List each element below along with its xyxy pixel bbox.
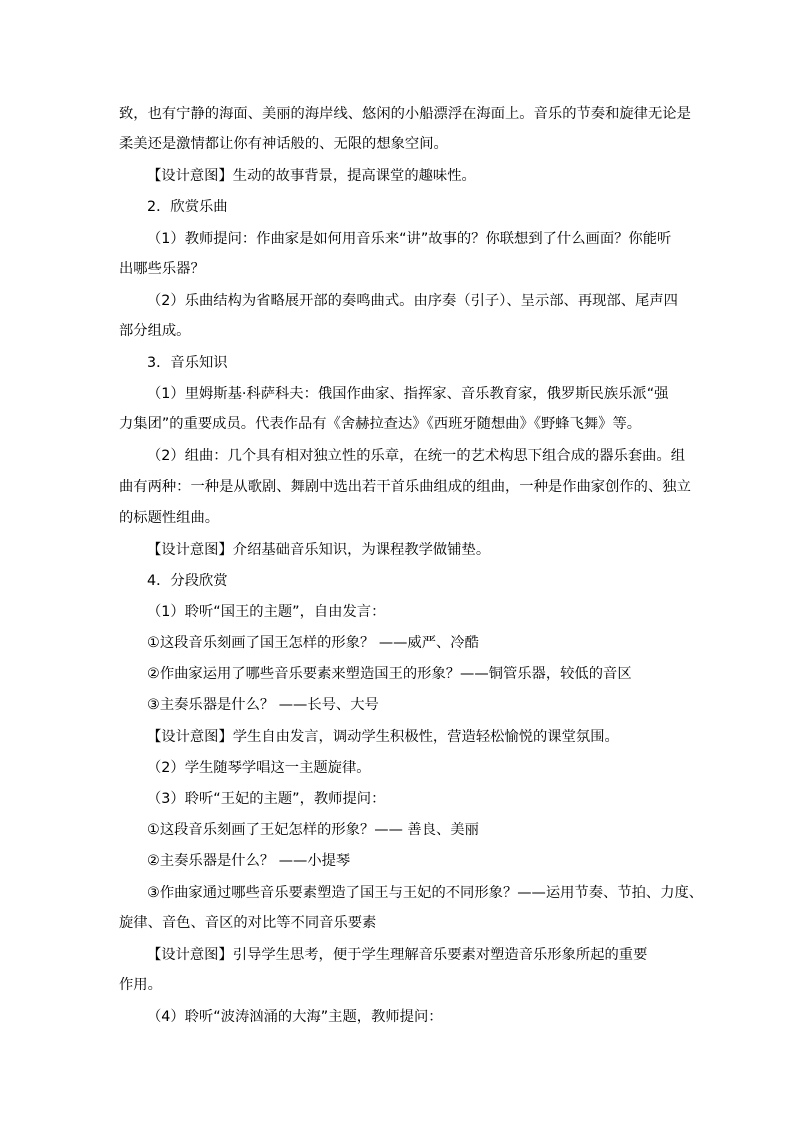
design-intent-note: 【设计意图】生动的故事背景，提高课堂的趣味性。 (147, 168, 476, 184)
text-line: ①这段音乐刻画了王妃怎样的形象？—— 善良、美丽 (147, 822, 479, 838)
design-intent-note: 【设计意图】学生自由发言，调动学生积极性，营造轻松愉悦的课堂氛围。 (147, 729, 619, 745)
text-line: （2）学生随琴学唱这一主题旋律。 (147, 760, 371, 776)
text-line: 部分组成。 (119, 323, 191, 339)
section-heading: 4．分段欣赏 (147, 573, 228, 589)
text-line: 旋律、音色、音区的对比等不同音乐要素 (119, 915, 377, 931)
design-intent-note: 【设计意图】引导学生思考，便于学生理解音乐要素对塑造音乐形象所起的重要 (147, 947, 648, 963)
text-line: （2）组曲：几个具有相对独立性的乐章，在统一的艺术构思下组合成的器乐套曲。组 (147, 448, 686, 464)
text-line: ③主奏乐器是什么？ ——长号、大号 (147, 697, 379, 713)
text-line: （1）教师提问：作曲家是如何用音乐来“讲”故事的？你联想到了什么画面？你能听 (147, 231, 672, 247)
text-line: （2）乐曲结构为省略展开部的奏鸣曲式。由序奏（引子）、呈示部、再现部、尾声四 (147, 293, 678, 309)
text-line: （4）聆听“波涛汹涌的大海”主题，教师提问： (147, 1009, 443, 1025)
text-line: （1）聆听“国王的主题”，自由发言： (147, 604, 386, 620)
text-line: （3）聆听“王妃的主题”，教师提问： (147, 791, 386, 807)
section-heading: 3．音乐知识 (147, 355, 228, 371)
text-line: 致，也有宁静的海面、美丽的海岸线、悠闲的小船漂浮在海面上。音乐的节奏和旋律无论是 (119, 106, 691, 122)
text-line: 柔美还是激情都让你有神话般的、无限的想象空间。 (119, 136, 448, 152)
text-line: ①这段音乐刻画了国王怎样的形象？ ——威严、冷酷 (147, 635, 479, 651)
text-line: 出哪些乐器？ (119, 261, 205, 277)
text-line: ②主奏乐器是什么？ ——小提琴 (147, 853, 351, 869)
text-line: 的标题性组曲。 (119, 510, 220, 526)
text-line: 曲有两种：一种是从歌剧、舞剧中选出若干首乐曲组成的组曲，一种是作曲家创作的、独立 (119, 479, 691, 495)
section-heading: 2．欣赏乐曲 (147, 199, 228, 215)
text-line: 力集团”的重要成员。代表作品有《舍赫拉查达》《西班牙随想曲》《野蜂飞舞》等。 (119, 416, 642, 432)
text-line: （1）里姆斯基·科萨科夫：俄国作曲家、指挥家、音乐教育家，俄罗斯民族乐派“强 (147, 386, 669, 402)
design-intent-note: 【设计意图】介绍基础音乐知识，为课程教学做铺垫。 (147, 542, 491, 558)
text-line: ③作曲家通过哪些音乐要素塑造了国王与王妃的不同形象？——运用节奏、节拍、力度、 (147, 885, 704, 901)
text-line: ②作曲家运用了哪些音乐要素来塑造国王的形象？——铜管乐器，较低的音区 (147, 666, 632, 682)
text-line: 作用。 (119, 977, 162, 993)
